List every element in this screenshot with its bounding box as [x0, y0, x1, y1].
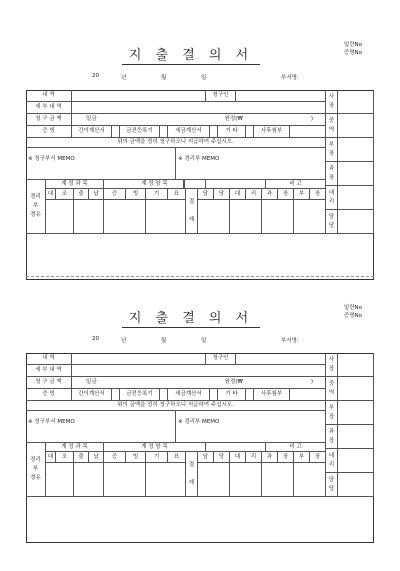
- approver-8: 장: [310, 452, 326, 463]
- sign-box[interactable]: [338, 353, 374, 377]
- date-line: [26, 336, 374, 346]
- blank-cell: [230, 463, 262, 497]
- form-numbers: [344, 41, 362, 57]
- label-amount: 청 구 금 액: [26, 114, 72, 126]
- date-month: 월: [161, 338, 167, 344]
- sign-box[interactable]: [338, 90, 374, 114]
- voucher-no-label: 증명No: [343, 50, 362, 56]
- label-detail: 세 부 내 역: [26, 102, 72, 114]
- bullet-icon: ※: [178, 156, 183, 162]
- proof-option-4: 기 타: [218, 126, 246, 138]
- memo-accounting-box: [176, 411, 326, 443]
- col-pyo: 표: [168, 452, 186, 463]
- form-separator: [26, 276, 374, 277]
- proof-check-4[interactable]: [246, 389, 254, 401]
- col-dae: 대: [46, 189, 56, 200]
- request-text: 위의 금액을 정히 청구하오니 지급하여 주십시오.: [26, 138, 326, 148]
- memo-accounting-label: 경리부 MEMO: [184, 419, 220, 425]
- approver-6: 장: [278, 452, 294, 463]
- side-label-deputy: 대 리: [326, 449, 338, 473]
- approver-4: 리: [246, 452, 262, 463]
- sign-box[interactable]: [338, 473, 374, 497]
- blank-cell: [74, 463, 104, 497]
- blank-cell: [230, 200, 262, 234]
- proof-option-5: 사후첨부: [254, 389, 290, 401]
- blank-cell: [46, 200, 74, 234]
- memo-accounting-label: 경리부 MEMO: [184, 156, 220, 162]
- bullet-icon: ※: [28, 156, 33, 162]
- blank-cell: [294, 463, 326, 497]
- blank-cell: [146, 463, 186, 497]
- detail-value: [72, 365, 326, 377]
- account-subject: 계 정 과 목: [46, 443, 104, 452]
- sign-box[interactable]: [338, 425, 374, 449]
- item-value: [72, 90, 206, 102]
- col-bing: 빙: [126, 452, 146, 463]
- label-proof: 증 빙: [26, 126, 72, 138]
- proof-option-3: 세금계산서: [168, 126, 210, 138]
- blank-cell: [104, 200, 146, 234]
- date-day: 일: [201, 75, 207, 81]
- date-year: 년: [121, 75, 127, 81]
- expense-form-1: [26, 40, 374, 280]
- side-label-section-head: 과 장: [326, 162, 338, 186]
- account-blank: [206, 443, 266, 452]
- sign-box[interactable]: [338, 138, 374, 162]
- blank-cell: [198, 200, 230, 234]
- side-label-director: 중 역: [326, 114, 338, 138]
- approver-3: 대: [230, 452, 246, 463]
- voucher-no-label: 증명No: [343, 313, 362, 319]
- col-dae: 대: [46, 452, 56, 463]
- approver-3: 대: [230, 189, 246, 200]
- remarks: 비 고: [266, 443, 326, 452]
- proof-option-5: 사후첨부: [254, 126, 290, 138]
- proof-check-3[interactable]: [210, 126, 218, 138]
- sign-box[interactable]: [338, 186, 374, 210]
- side-label-section-head: 과 장: [326, 425, 338, 449]
- label-item: 내 역: [26, 353, 72, 365]
- bullet-icon: ※: [178, 419, 183, 425]
- col-gi: 기: [146, 189, 168, 200]
- proof-check-3[interactable]: [210, 389, 218, 401]
- form-title: 지 출 결 의 서: [128, 311, 254, 326]
- amount-value: [72, 114, 326, 126]
- side-label-dept-head: 부 장: [326, 138, 338, 162]
- side-label-dept-head: 부 장: [326, 401, 338, 425]
- blank-cell: [262, 200, 294, 234]
- proof-check-4[interactable]: [246, 126, 254, 138]
- approver-1: 담: [198, 452, 214, 463]
- side-label-director: 중 역: [326, 377, 338, 401]
- request-text: 위의 금액을 정히 청구하오니 지급하여 주십시오.: [26, 401, 326, 411]
- amount-won: 원정(₩: [224, 379, 243, 386]
- proof-check-1[interactable]: [112, 126, 120, 138]
- proof-option-2: 금전등록기: [120, 126, 160, 138]
- form-title: 지 출 결 의 서: [128, 48, 254, 63]
- col-jeung: 증: [104, 452, 126, 463]
- approver-2: 당: [214, 452, 230, 463]
- account-subject: 계 정 과 목: [46, 180, 104, 189]
- label-proof: 증 빙: [26, 389, 72, 401]
- amount-won: 원정(₩: [224, 116, 243, 123]
- date-line: [26, 73, 374, 83]
- approver-5: 과: [262, 189, 278, 200]
- label-item: 내 역: [26, 90, 72, 102]
- approver-5: 과: [262, 452, 278, 463]
- form-numbers: [344, 304, 362, 320]
- decision-label: 결 재: [186, 189, 198, 234]
- bullet-icon: ※: [28, 419, 33, 425]
- col-gi: 기: [146, 452, 168, 463]
- date-year-prefix: 20: [92, 336, 99, 342]
- col-nap: 납: [89, 189, 104, 200]
- label-amount: 청 구 금 액: [26, 377, 72, 389]
- proof-check-2[interactable]: [160, 126, 168, 138]
- claimant-value: [236, 90, 326, 102]
- dept-label: 부서명:: [281, 338, 299, 344]
- blank-cell: [104, 463, 146, 497]
- blank-cell: [262, 463, 294, 497]
- sign-box[interactable]: [338, 114, 374, 138]
- title-underline: [122, 327, 260, 328]
- date-year: 년: [121, 338, 127, 344]
- col-nap: 납: [89, 452, 104, 463]
- item-value: [72, 353, 206, 365]
- col-jeung: 증: [104, 189, 126, 200]
- proof-option-3: 세금계산서: [168, 389, 210, 401]
- memo-accounting-box: [176, 148, 326, 180]
- memo-request-label: 청구부서 MEMO: [34, 156, 75, 162]
- decision-label: 결 재: [186, 452, 198, 497]
- date-day: 일: [201, 338, 207, 344]
- approver-4: 리: [246, 189, 262, 200]
- col-jo: 조: [56, 452, 74, 463]
- approver-8: 장: [310, 189, 326, 200]
- sign-box[interactable]: [338, 401, 374, 425]
- proof-check-5[interactable]: [290, 389, 326, 401]
- form-grid: [26, 90, 374, 280]
- accounting-label: 경리 부 경유: [26, 443, 46, 497]
- dept-label: 부서명:: [281, 75, 299, 81]
- label-detail: 세 부 내 역: [26, 365, 72, 377]
- form-grid: [26, 353, 374, 543]
- account-item: 계 정 항 목: [104, 443, 206, 452]
- approver-1: 담: [198, 189, 214, 200]
- proof-check-1[interactable]: [112, 389, 120, 401]
- proof-check-2[interactable]: [160, 389, 168, 401]
- date-year-prefix: 20: [92, 73, 99, 79]
- col-chul: 출: [74, 189, 89, 200]
- proof-option-4: 기 타: [218, 389, 246, 401]
- blank-cell: [146, 200, 186, 234]
- proof-check-5[interactable]: [290, 126, 326, 138]
- approver-2: 당: [214, 189, 230, 200]
- label-claimant: 청구인: [206, 353, 236, 365]
- serial-no-label: 일련No: [343, 42, 362, 48]
- amount-close: ): [310, 379, 314, 386]
- account-item: 계 정 항 목: [104, 180, 206, 189]
- sign-box[interactable]: [338, 377, 374, 401]
- accounting-label: 경리 부 경유: [26, 180, 46, 234]
- sign-box[interactable]: [338, 210, 374, 234]
- expense-form-2: [26, 303, 374, 543]
- amount-value: [72, 377, 326, 389]
- proof-option-1: 간이계산서: [72, 126, 112, 138]
- account-blank: [206, 180, 266, 189]
- amount-close: ): [310, 116, 314, 123]
- sign-box[interactable]: [338, 449, 374, 473]
- side-label-president: 사 장: [326, 90, 338, 114]
- remarks: 비 고: [266, 180, 326, 189]
- approver-7: 부: [294, 452, 310, 463]
- col-pyo: 표: [168, 189, 186, 200]
- col-chul: 출: [74, 452, 89, 463]
- label-claimant: 청구인: [206, 90, 236, 102]
- side-label-president: 사 장: [326, 353, 338, 377]
- blank-cell: [74, 200, 104, 234]
- detail-value: [72, 102, 326, 114]
- serial-no-label: 일련No: [343, 305, 362, 311]
- col-bing: 빙: [126, 189, 146, 200]
- side-label-deputy: 대 리: [326, 186, 338, 210]
- blank-cell: [198, 463, 230, 497]
- side-label-staff: 담 당: [326, 473, 338, 497]
- amount-prefix: 일금: [86, 379, 97, 386]
- amount-prefix: 일금: [86, 116, 97, 123]
- memo-request-box: [26, 148, 176, 180]
- approver-6: 장: [278, 189, 294, 200]
- blank-cell: [46, 463, 74, 497]
- blank-cell: [294, 200, 326, 234]
- memo-request-label: 청구부서 MEMO: [34, 419, 75, 425]
- side-label-staff: 담 당: [326, 210, 338, 234]
- approver-7: 부: [294, 189, 310, 200]
- proof-option-2: 금전등록기: [120, 389, 160, 401]
- col-jo: 조: [56, 189, 74, 200]
- sign-box[interactable]: [338, 162, 374, 186]
- title-underline: [122, 64, 260, 65]
- memo-request-box: [26, 411, 176, 443]
- date-month: 월: [161, 75, 167, 81]
- claimant-value: [236, 353, 326, 365]
- proof-option-1: 간이계산서: [72, 389, 112, 401]
